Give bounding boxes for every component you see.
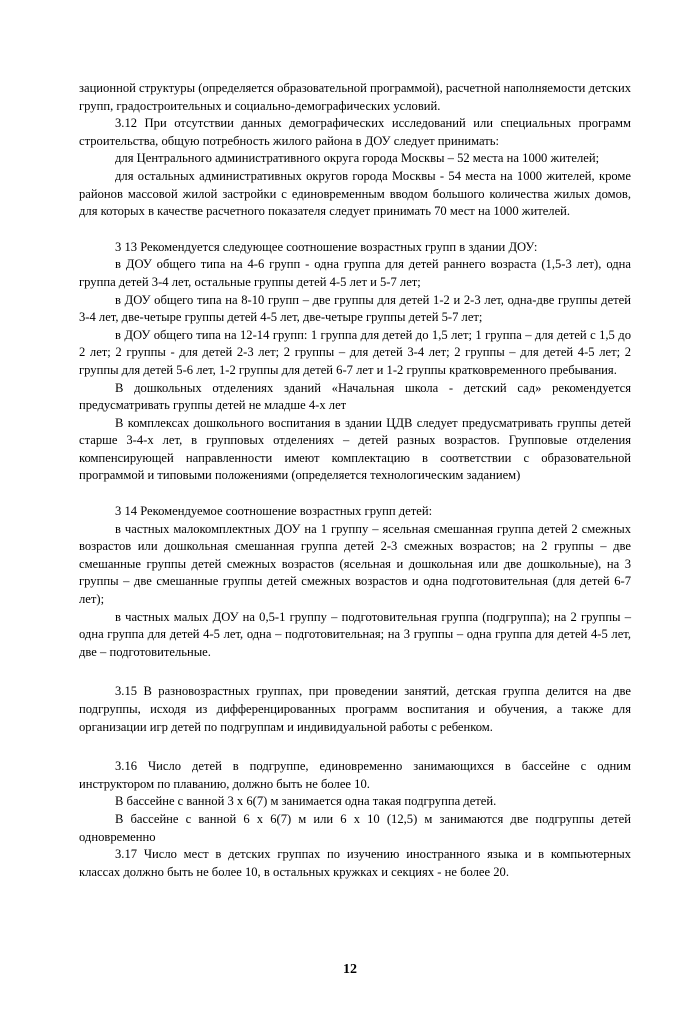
paragraph-3-17: 3.17 Число мест в детских группах по изучению иностранного языка и в компьютерных классах должно быть не более 10, в остальных кружках и секциях - не более 20. [79,847,631,879]
paragraph-3-12: 3.12 При отсутствии данных демографических исследований или специальных программ строительства, общую потребность жилого района в ДОУ следует принимать: [79,116,631,148]
paragraph-continuation: зационной структуры (определяется образовательной программой), расчетной наполняемости детских групп, градостроительных и социально-демографических условий. [79,81,631,113]
paragraph-3-13-12-14: в ДОУ общего типа на 12-14 групп: 1 группа для детей до 1,5 лет; 1 группа – для детей с 1,5 до 2 лет; 2 группы - для детей 2-3 лет; 2 группы – для детей 3-4 лет; 2 группы – для детей 4-5 лет; 2 группы для детей 5-6 лет, 1-2 группы для детей 6-7 лет и 1-2 группы кратковременного пребывания. [79,327,631,377]
paragraph-3-16: 3.16 Число детей в подгруппе, единовременно занимающихся в бассейне с одним инструктором по плаванию, должно быть не более 10. [79,759,631,791]
paragraph-3-16-pool-large: В бассейне с ванной 6 х 6(7) м или 6 х 10 (12,5) м занимаются две подгруппы детей одновременно [79,811,631,844]
paragraph-3-14-small: в частных малых ДОУ на 0,5-1 группу – подготовительная группа (подгруппа); на 2 группы – одна группа для детей 4-5 лет, одна – подготовительная; на 3 группы – одна группа для детей 4-5 лет, две – подготовительные. [79,609,631,659]
paragraph-3-13: 3 13 Рекомендуется следующее соотношение возрастных групп в здании ДОУ: [115,239,538,254]
paragraph-3-14: 3 14 Рекомендуемое соотношение возрастных групп детей: [115,504,433,519]
paragraph-3-12-other: для остальных административных округов города Москвы - 54 места на 1000 жителей, кроме районов массовой жилой застройки с единовременным вводом большого количества жилых домов, для которых в качестве расчетного показателя следует принимать 70 мест на 1000 жителей. [79,168,631,219]
paragraph-3-13-4-6: в ДОУ общего типа на 4-6 групп - одна группа для детей раннего возраста (1,5-3 лет), одна группа детей 3-4 лет, остальные группы детей 4-5 лет и 5-7 лет; [79,257,631,289]
page-body [79,80,631,881]
page-number: 12 [343,962,357,977]
paragraph-3-14-small-complete: в частных малокомплектных ДОУ на 1 группу – ясельная смешанная группа детей 2 смежных возрастов или дошкольная смешанная группа детей 2-3 смежных возрастов; на 2 группы – две смешанные группы детей смежных возрастов (ясельная и дошкольная или две дошкольные), на 3 группы – две смешанные группы детей смежных возрастов и одна подготовительная (для детей 6-7 лет); [79,521,631,607]
paragraph-3-15: 3.15 В разновозрастных группах, при проведении занятий, детская группа делится на две подгруппы, исходя из дифференцированных программ воспитания и обучения, а также для организации игр детей по подгруппам и индивидуальной работы с ребенком. [79,684,631,734]
paragraph-3-16-pool-small: В бассейне с ванной 3 х 6(7) м занимается одна такая подгруппа детей. [115,794,497,809]
paragraph-3-13-school: В дошкольных отделениях зданий «Начальная школа - детский сад» рекомендуется предусматривать группы детей не младше 4-х лет [79,380,631,413]
paragraph-3-13-cdv: В комплексах дошкольного воспитания в здании ЦДВ следует предусматривать группы детей старше 3-4-х лет, в групповых отделениях – детей разных возрастов. Групповые отделения компенсирующей направленности имеют комплектацию в соответствии с образовательной программой и типовыми положениями (определяется технологическим заданием) [79,415,631,483]
paragraph-3-12-central: для Центрального административного округа города Москвы – 52 места на 1000 жителей; [115,151,600,166]
paragraph-3-13-8-10: в ДОУ общего типа на 8-10 групп – две группы для детей 1-2 и 2-3 лет, одна-две группы детей 3-4 лет, две-четыре группы детей 4-5 лет, две-четыре группы детей 5-7 лет; [79,292,631,325]
